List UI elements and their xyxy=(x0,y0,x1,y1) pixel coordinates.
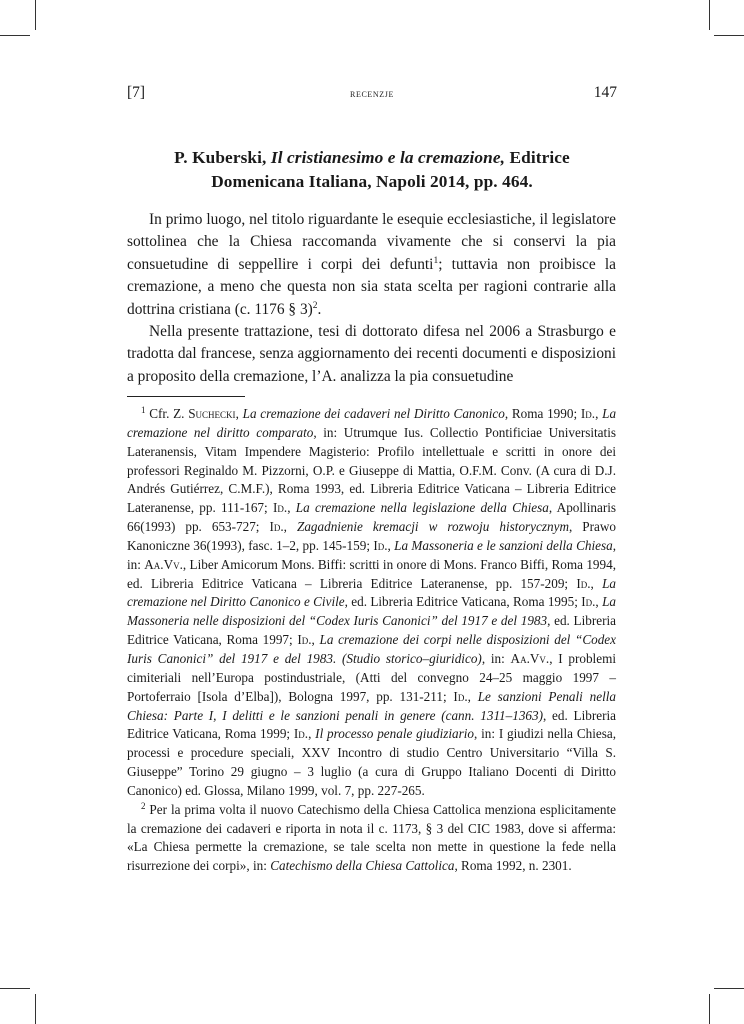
body-text xyxy=(127,209,616,388)
fn-text: Per la prima volta il nuovo Catechismo della Chiesa Cattolica menziona esplicitamente la cremazione dei cadaveri e riporta in nota il c. 1173, § 3 del CIC 1983, dove si afferma: «La Chiesa permette la cremazione, se tale scelta non mette in questione la fede nella risurrezione dei corpi», in: xyxy=(127,801,616,874)
fn-title: La cremazione nella legislazione della Chiesa xyxy=(295,500,549,516)
fn-title: La cremazione nel Diritto Canonico e Civile xyxy=(127,575,616,610)
fn-title: Zagadnienie kremacji w rozwoju historycznym xyxy=(296,519,569,535)
fn-author: Id. xyxy=(272,500,288,516)
fn-title: La cremazione dei corpi nelle disposizioni del “Codex Iuris Canonici” del 1917 e del 1983. (Studio storico–giuridico) xyxy=(127,632,617,666)
footnote-ref[interactable]: 1 xyxy=(433,255,439,266)
fn-text: , xyxy=(287,500,296,516)
fn-text: , ed. Libreria Editrice Vaticana, Roma 1999; xyxy=(127,707,616,742)
fn-text: , in: xyxy=(127,537,617,572)
fn-author: Id. xyxy=(576,575,591,591)
footnote-ref[interactable]: 2 xyxy=(312,300,318,311)
fn-text: , Prawo Kanoniczne 36(1993), fasc. 1–2, pp. 145-159; xyxy=(127,519,617,553)
folio-left: [7] xyxy=(127,84,146,101)
paragraph: Nella presente trattazione, tesi di dottorato difesa nel 2006 a Strasburgo e tradotta dal francese, senza aggiornamento dei recenti documenti e disposizioni a proposito della cremazione, l’A. analizza la pia consuetudine xyxy=(127,323,616,385)
fn-title: Il processo penale giudiziario xyxy=(315,726,475,742)
fn-title: Catechismo della Chiesa Cattolica xyxy=(270,858,455,874)
title-publisher: Editrice xyxy=(509,148,570,167)
fn-author: Id. xyxy=(453,688,468,704)
footnotes xyxy=(127,405,616,876)
fn-text: , ed. Libreria Editrice Vaticana, Roma 1995; xyxy=(344,594,582,610)
title-author: P. Kuberski, xyxy=(174,148,267,167)
section-title: recenzje xyxy=(350,86,394,100)
fn-text: , xyxy=(387,537,395,553)
fn-text: , I problemi cimiteriali nell’Europa postindustriale, (Atti del convegno 24–25 maggio 1997 – Portoferraio [Isola d’Elba]), Bologna 1997, pp. 131-211; xyxy=(127,650,616,704)
running-head xyxy=(127,84,617,106)
crop-mark xyxy=(35,0,36,30)
page-number: 147 xyxy=(593,84,617,101)
fn-title: La cremazione dei cadaveri nel Diritto Canonico xyxy=(242,406,505,421)
fn-title: La cremazione nel diritto comparato xyxy=(127,406,617,440)
fn-text: , xyxy=(311,632,320,648)
crop-mark xyxy=(35,994,36,1024)
fn-author: Aa.Vv. xyxy=(510,650,550,666)
crop-mark xyxy=(709,994,710,1024)
fn-text: , xyxy=(235,406,243,421)
fn-text: , ed. Libreria Editrice Vaticana, Roma 1997; xyxy=(127,613,617,648)
crop-mark xyxy=(0,988,30,989)
fn-text: , xyxy=(595,406,603,421)
paragraph-text: . xyxy=(317,300,322,318)
title-book: Il cristianesimo e la cremazione, xyxy=(270,148,506,167)
footnote-number: 1 xyxy=(141,405,146,415)
fn-text: , Liber Amicorum Mons. Biffi: scritti in onore di Mons. Franco Biffi, Roma 1994, ed. Libreria Editrice Vaticana – Libreria Editrice Lateranense, pp. 157-209; xyxy=(127,556,616,591)
fn-title: Le sanzioni Penali nella Chiesa: Parte I, I delitti e le sanzioni penali in genere (cann. 1311–1363) xyxy=(127,688,616,723)
crop-mark xyxy=(709,0,710,30)
fn-text: , xyxy=(595,594,603,610)
fn-author: Aa.Vv. xyxy=(144,556,183,572)
footnote xyxy=(127,801,616,876)
fn-text: , in: Utrumque Ius. Collectio Pontificiae Universitatis Lateranensis, Vitam Impendere Magisterio: Profilo intellettuale e scritti in onore dei professori Reginaldo M. Pizzorni, O.P. e Giuseppe di Mattia, O.F.M. Conv. (A cura di D.J. Andrés Gutiérrez, C.M.F.), Roma 1993, ed. Libreria Editrice Vaticana – Libreria Editrice Lateranense, pp. 111-167; xyxy=(127,424,616,516)
fn-text: Cfr. Z. xyxy=(145,406,189,421)
crop-mark xyxy=(714,35,744,36)
fn-author: Id. xyxy=(373,537,388,553)
fn-text: , xyxy=(590,575,603,591)
fn-text: , Roma 1990; xyxy=(504,406,581,421)
review-title xyxy=(127,146,617,194)
paragraph-text: In primo luogo, nel titolo riguardante le esequie ecclesiastiche, il legislatore sottolinea che la Chiesa raccomanda vivamente che si conservi la pia consuetudine di seppellire i corpi dei defunti xyxy=(127,211,616,273)
footnote-number: 2 xyxy=(141,800,146,811)
fn-text: , Roma 1992, n. 2301. xyxy=(454,858,572,874)
footnote xyxy=(127,405,616,801)
crop-mark xyxy=(0,35,30,36)
title-line2: Domenicana Italiana, Napoli 2014, pp. 464. xyxy=(211,172,533,191)
fn-text: , xyxy=(308,726,316,742)
fn-author: Id. xyxy=(580,406,596,421)
fn-text: , Apollinaris 66(1993) pp. 653-727; xyxy=(127,500,617,535)
paragraph-text: ; tuttavia non proibisce la cremazione, a meno che questa non sia stata scelta per ragioni contrarie alla dottrina cristiana (c. 1176 § 3) xyxy=(127,255,617,318)
paragraph xyxy=(127,209,616,321)
fn-author: Id. xyxy=(269,519,284,535)
fn-title: La Massoneria e le sanzioni della Chiesa xyxy=(394,537,613,553)
fn-text: , in: xyxy=(481,650,511,666)
fn-text: , in: I giudizi nella Chiesa, processi e procedure speciali, XXV Incontro di studio Centro Universitario “Villa S. Giuseppe” Torino 29 giugno – 3 luglio (a cura di Gruppo Italiano Docenti di Diritto Canonico) ed. Glossa, Milano 1999, vol. 7, pp. 227-265. xyxy=(127,726,617,798)
fn-author: Id. xyxy=(581,594,596,610)
fn-author: Suchecki xyxy=(188,406,236,421)
fn-text: , xyxy=(467,688,478,704)
fn-author: Id. xyxy=(297,632,312,648)
fn-author: Id. xyxy=(293,726,309,742)
fn-text: , xyxy=(283,519,297,535)
footnote-separator xyxy=(127,396,245,397)
crop-mark xyxy=(714,988,744,989)
fn-title: La Massoneria nelle disposizioni del “Codex Iuris Canonici” del 1917 e del 1983 xyxy=(127,594,616,629)
